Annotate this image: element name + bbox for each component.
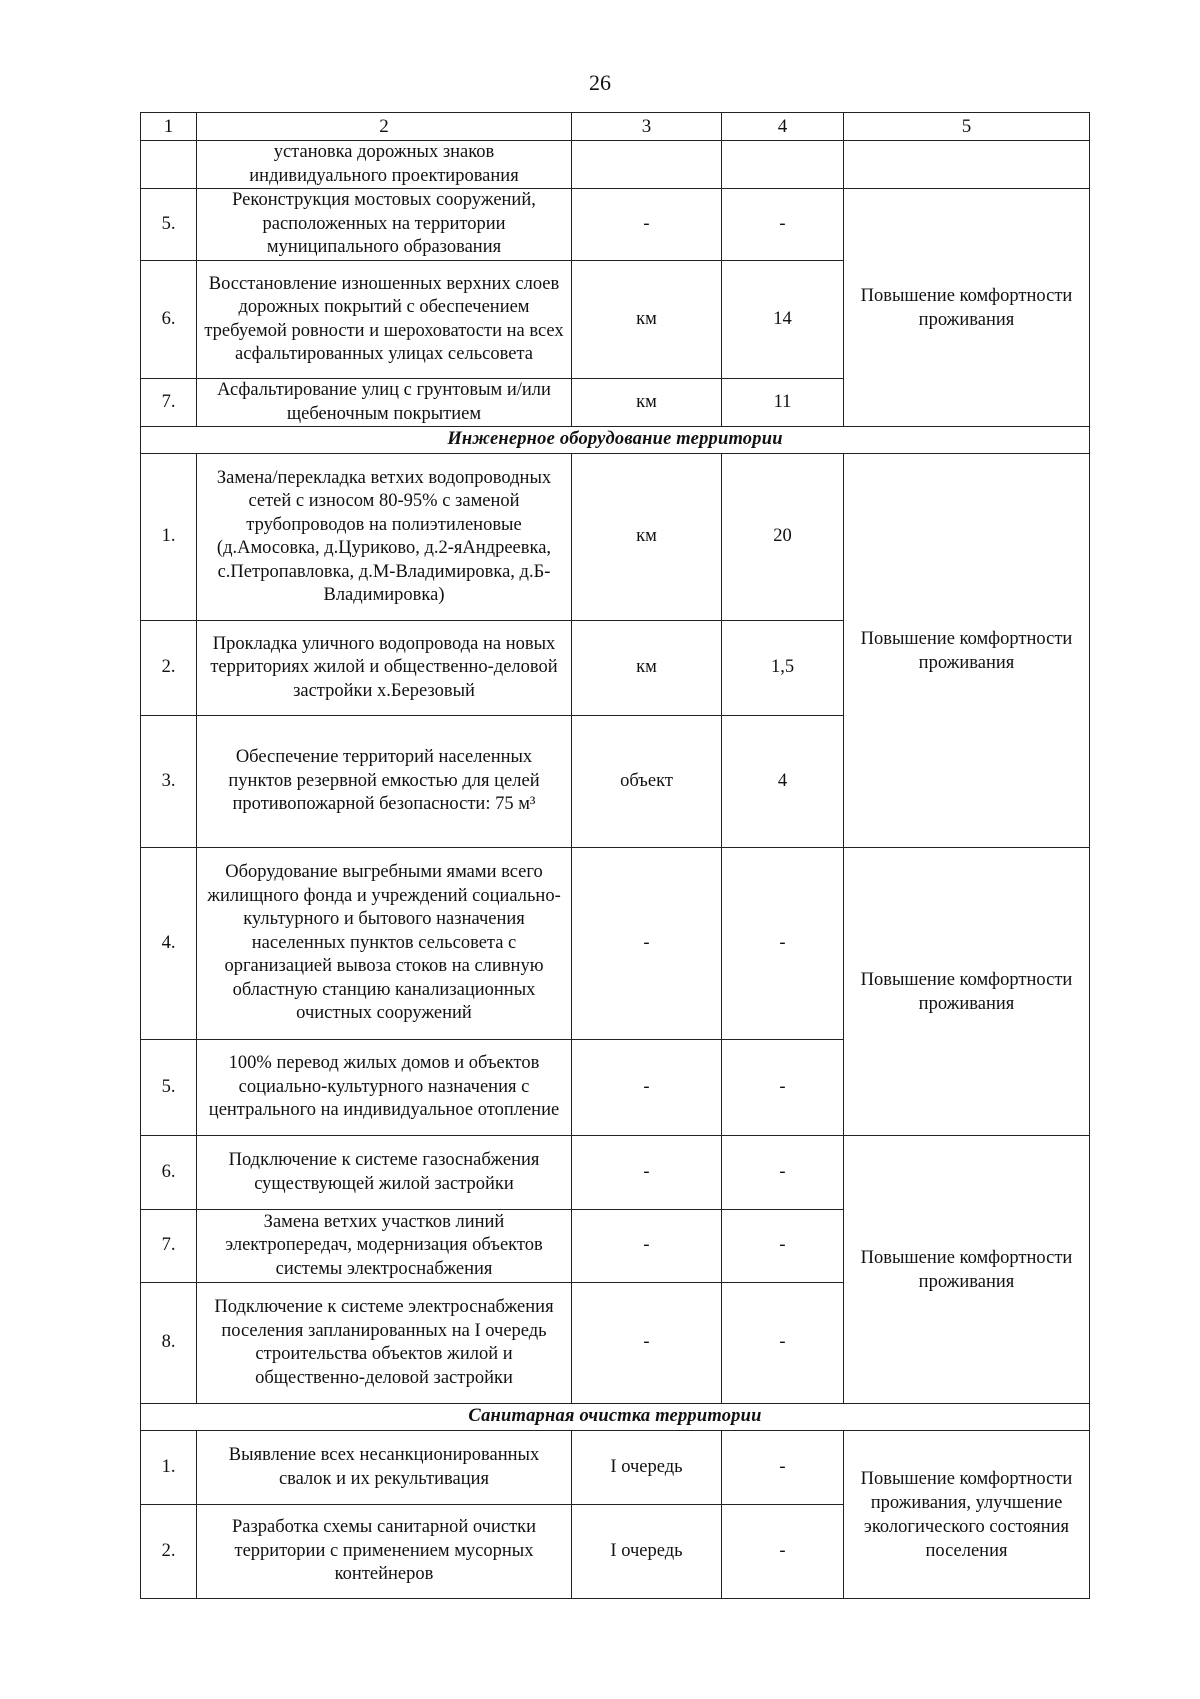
row-number: 7. bbox=[141, 1210, 197, 1283]
expected-result: Повышение комфортности проживания, улучшение экологического состояния поселения bbox=[844, 1431, 1090, 1599]
value-cell: 4 bbox=[722, 716, 844, 848]
section-row bbox=[141, 1404, 1090, 1431]
table-row bbox=[141, 189, 1090, 261]
row-number: 5. bbox=[141, 189, 197, 261]
row-number: 4. bbox=[141, 848, 197, 1040]
section-row bbox=[141, 427, 1090, 454]
table-row bbox=[141, 848, 1090, 1040]
measure-name: Прокладка уличного водопровода на новых территориях жилой и общественно-деловой застройки х.Березовый bbox=[197, 621, 572, 716]
unit-cell: - bbox=[572, 1283, 722, 1404]
value-cell: - bbox=[722, 189, 844, 261]
row-number: 3. bbox=[141, 716, 197, 848]
row-number: 5. bbox=[141, 1040, 197, 1136]
row-number: 6. bbox=[141, 261, 197, 379]
expected-result: Повышение комфортности проживания bbox=[844, 848, 1090, 1136]
table-row bbox=[141, 454, 1090, 621]
unit-cell: км bbox=[572, 379, 722, 427]
measure-name: Подключение к системе электроснабжения поселения запланированных на I очередь строительства объектов жилой и общественно-деловой застройки bbox=[197, 1283, 572, 1404]
measure-name: Реконструкция мостовых сооружений, расположенных на территории муниципального образования bbox=[197, 189, 572, 261]
value-cell: - bbox=[722, 848, 844, 1040]
expected-result: Повышение комфортности проживания bbox=[844, 1136, 1090, 1404]
unit-cell: км bbox=[572, 621, 722, 716]
row-number: 1. bbox=[141, 1431, 197, 1505]
measure-name: Разработка схемы санитарной очистки территории с применением мусорных контейнеров bbox=[197, 1505, 572, 1599]
value-cell bbox=[722, 141, 844, 189]
unit-cell: объект bbox=[572, 716, 722, 848]
result-cell bbox=[844, 141, 1090, 189]
unit-cell: км bbox=[572, 261, 722, 379]
measure-name: 100% перевод жилых домов и объектов социально-культурного назначения с центрального на индивидуальное отопление bbox=[197, 1040, 572, 1136]
unit-cell: I очередь bbox=[572, 1505, 722, 1599]
value-cell: - bbox=[722, 1505, 844, 1599]
row-number: 6. bbox=[141, 1136, 197, 1210]
column-header-5: 5 bbox=[844, 113, 1090, 141]
section-title-engineering: Инженерное оборудование территории bbox=[141, 427, 1090, 454]
measure-name: Замена/перекладка ветхих водопроводных сетей с износом 80-95% с заменой трубопроводов на полиэтиленовые (д.Амосовка, д.Цуриково, д.2-яАндреевка, с.Петропавловка, д.М-Владимировка, д.Б-Владимировка) bbox=[197, 454, 572, 621]
value-cell: 14 bbox=[722, 261, 844, 379]
value-cell: 11 bbox=[722, 379, 844, 427]
row-number bbox=[141, 141, 197, 189]
column-header-4: 4 bbox=[722, 113, 844, 141]
measure-name: Обеспечение территорий населенных пунктов резервной емкостью для целей противопожарной безопасности: 75 м³ bbox=[197, 716, 572, 848]
expected-result: Повышение комфортности проживания bbox=[844, 454, 1090, 848]
row-number: 2. bbox=[141, 1505, 197, 1599]
row-number: 7. bbox=[141, 379, 197, 427]
unit-cell: км bbox=[572, 454, 722, 621]
measure-name: установка дорожных знаков индивидуального проектирования bbox=[197, 141, 572, 189]
measures-table bbox=[140, 112, 1090, 1599]
measure-name: Восстановление изношенных верхних слоев дорожных покрытий с обеспечением требуемой ровности и шероховатости на всех асфальтированных улицах сельсовета bbox=[197, 261, 572, 379]
page-number: 26 bbox=[589, 70, 611, 95]
unit-cell bbox=[572, 141, 722, 189]
measure-name: Выявление всех несанкционированных свалок и их рекультивация bbox=[197, 1431, 572, 1505]
row-number: 2. bbox=[141, 621, 197, 716]
unit-cell: - bbox=[572, 1210, 722, 1283]
unit-cell: - bbox=[572, 1040, 722, 1136]
column-header-2: 2 bbox=[197, 113, 572, 141]
table-row bbox=[141, 141, 1090, 189]
value-cell: 20 bbox=[722, 454, 844, 621]
value-cell: 1,5 bbox=[722, 621, 844, 716]
measure-name: Асфальтирование улиц с грунтовым и/или щебеночным покрытием bbox=[197, 379, 572, 427]
measure-name: Замена ветхих участков линий электропередач, модернизация объектов системы электроснабжения bbox=[197, 1210, 572, 1283]
section-title-sanitation: Санитарная очистка территории bbox=[141, 1404, 1090, 1431]
value-cell: - bbox=[722, 1040, 844, 1136]
column-header-3: 3 bbox=[572, 113, 722, 141]
unit-cell: - bbox=[572, 848, 722, 1040]
table-row bbox=[141, 1136, 1090, 1210]
measure-name: Подключение к системе газоснабжения существующей жилой застройки bbox=[197, 1136, 572, 1210]
measure-name: Оборудование выгребными ямами всего жилищного фонда и учреждений социально-культурного и бытового назначения населенных пунктов сельсовета с организацией вывоза стоков на сливную областную станцию канализационных очистных сооружений bbox=[197, 848, 572, 1040]
value-cell: - bbox=[722, 1136, 844, 1210]
value-cell: - bbox=[722, 1431, 844, 1505]
value-cell: - bbox=[722, 1283, 844, 1404]
row-number: 1. bbox=[141, 454, 197, 621]
column-header-1: 1 bbox=[141, 113, 197, 141]
expected-result: Повышение комфортности проживания bbox=[844, 189, 1090, 427]
table-row bbox=[141, 1431, 1090, 1505]
unit-cell: - bbox=[572, 1136, 722, 1210]
value-cell: - bbox=[722, 1210, 844, 1283]
column-number-row bbox=[141, 113, 1090, 141]
row-number: 8. bbox=[141, 1283, 197, 1404]
unit-cell: I очередь bbox=[572, 1431, 722, 1505]
unit-cell: - bbox=[572, 189, 722, 261]
